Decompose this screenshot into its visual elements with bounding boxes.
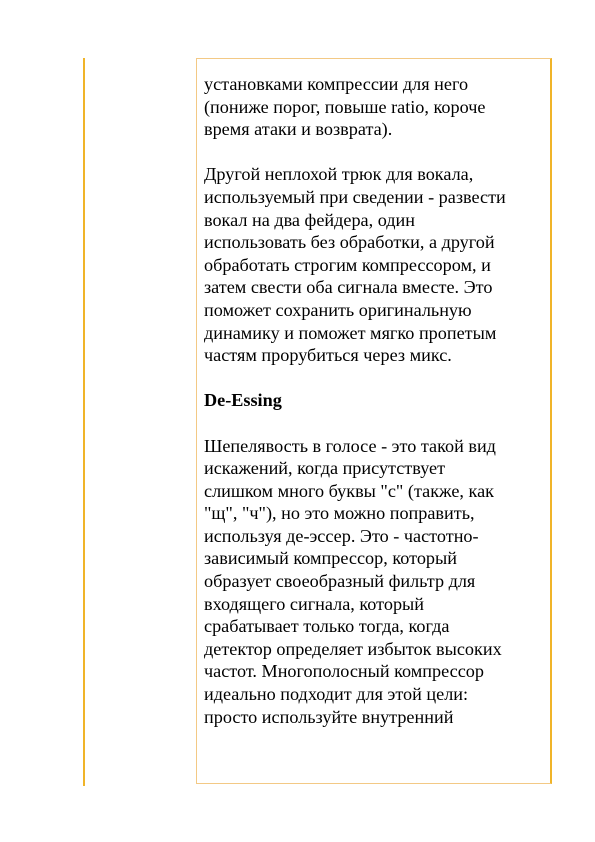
text-line: срабатывает только тогда, когда [204, 616, 450, 637]
paragraph-de-essing [204, 435, 546, 729]
text-line: установками компрессии для него [204, 74, 469, 94]
text-line: (пониже порог, повыше ratio, короче [204, 96, 486, 117]
text-line: вокал на два фейдера, один [204, 209, 416, 230]
text-line: частот. Многополосный компрессор [204, 661, 484, 682]
text-line: обработать строгим компрессором, и [204, 254, 491, 275]
text-line: искажений, когда присутствует [204, 458, 446, 479]
text-line: входящего сигнала, который [204, 593, 424, 614]
text-line: Шепелявость в голосе - это такой вид [204, 435, 496, 456]
paragraph-vocal-trick [204, 163, 546, 366]
text-line: используя де-эссер. Это - частотно- [204, 525, 479, 546]
text-line: использовать без обработки, а другой [204, 232, 495, 253]
text-line: частям прорубиться через микс. [204, 345, 452, 366]
text-line: время атаки и возврата). [204, 119, 393, 140]
text-line: динамику и поможет мягко пропетым [204, 322, 497, 343]
text-body [204, 73, 546, 751]
text-line: затем свести оба сигнала вместе. Это [204, 277, 493, 298]
left-margin-rule [83, 58, 85, 786]
text-line: поможет сохранить оригинальную [204, 299, 472, 320]
text-line: зависимый компрессор, который [204, 548, 457, 569]
text-line: образует своеобразный фильтр для [204, 571, 476, 592]
text-line: используемый при сведении - развести [204, 186, 506, 207]
text-line: слишком много буквы "с" (также, как [204, 480, 494, 501]
text-line: "щ", "ч"), но это можно поправить, [204, 503, 475, 524]
paragraph-compression-settings [204, 73, 546, 141]
text-line: просто используйте внутренний [204, 706, 454, 727]
section-heading: De-Essing [204, 390, 282, 411]
text-panel [196, 58, 552, 784]
text-line: Другой неплохой трюк для вокала, [204, 164, 474, 185]
text-line: детектор определяет избыток высоких [204, 638, 502, 659]
text-line: идеально подходит для этой цели: [204, 684, 469, 705]
